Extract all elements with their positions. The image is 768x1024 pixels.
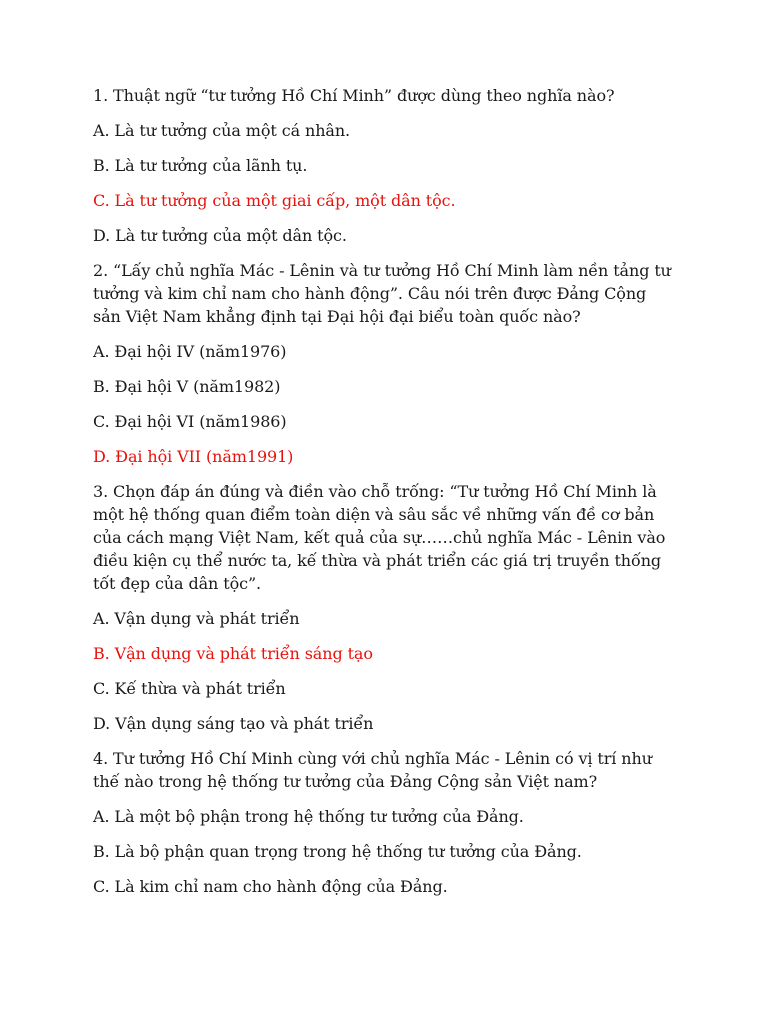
answer-option-a: A. Vận dụng và phát triển: [93, 609, 300, 628]
answer-option-a: A. Là một bộ phận trong hệ thống tư tưởng của Đảng.: [93, 807, 524, 826]
answer-option-b: B. Đại hội V (năm1982): [93, 377, 281, 396]
answer-option-c: C. Đại hội VI (năm1986): [93, 412, 287, 431]
question-2: [93, 259, 678, 468]
question-3: [93, 480, 678, 735]
question-1: [93, 84, 678, 247]
answer-option-c: C. Là kim chỉ nam cho hành động của Đảng.: [93, 877, 448, 896]
answer-option-c-correct: C. Là tư tưởng của một giai cấp, một dân tộc.: [93, 191, 456, 210]
question-text: 4. Tư tưởng Hồ Chí Minh cùng với chủ nghĩa Mác - Lênin có vị trí như thế nào trong hệ thống tư tưởng của Đảng Cộng sản Việt nam?: [93, 749, 652, 791]
answer-option-c: C. Kế thừa và phát triển: [93, 679, 286, 698]
question-text: 2. “Lấy chủ nghĩa Mác - Lênin và tư tưởng Hồ Chí Minh làm nền tảng tư tưởng và kim chỉ nam cho hành động”. Câu nói trên được Đảng Cộng sản Việt Nam khẳng định tại Đại hội đại biểu toàn quốc nào?: [93, 261, 671, 326]
answer-option-a: A. Đại hội IV (năm1976): [93, 342, 287, 361]
question-4: [93, 747, 678, 898]
document-page: [93, 84, 678, 910]
answer-option-b: B. Là tư tưởng của lãnh tụ.: [93, 156, 308, 175]
question-text: 1. Thuật ngữ “tư tưởng Hồ Chí Minh” được dùng theo nghĩa nào?: [93, 86, 615, 105]
answer-option-b: B. Là bộ phận quan trọng trong hệ thống tư tưởng của Đảng.: [93, 842, 582, 861]
question-text: 3. Chọn đáp án đúng và điền vào chỗ trống: “Tư tưởng Hồ Chí Minh là một hệ thống quan điểm toàn diện và sâu sắc về những vấn đề cơ bản của cách mạng Việt Nam, kết quả của sự……chủ nghĩa Mác - Lênin vào điều kiện cụ thể nước ta, kế thừa và phát triển các giá trị truyền thống tốt đẹp của dân tộc”.: [93, 482, 666, 593]
answer-option-b-correct: B. Vận dụng và phát triển sáng tạo: [93, 644, 373, 663]
answer-option-d-correct: D. Đại hội VII (năm1991): [93, 447, 294, 466]
answer-option-d: D. Vận dụng sáng tạo và phát triển: [93, 714, 374, 733]
answer-option-d: D. Là tư tưởng của một dân tộc.: [93, 226, 347, 245]
answer-option-a: A. Là tư tưởng của một cá nhân.: [93, 121, 351, 140]
